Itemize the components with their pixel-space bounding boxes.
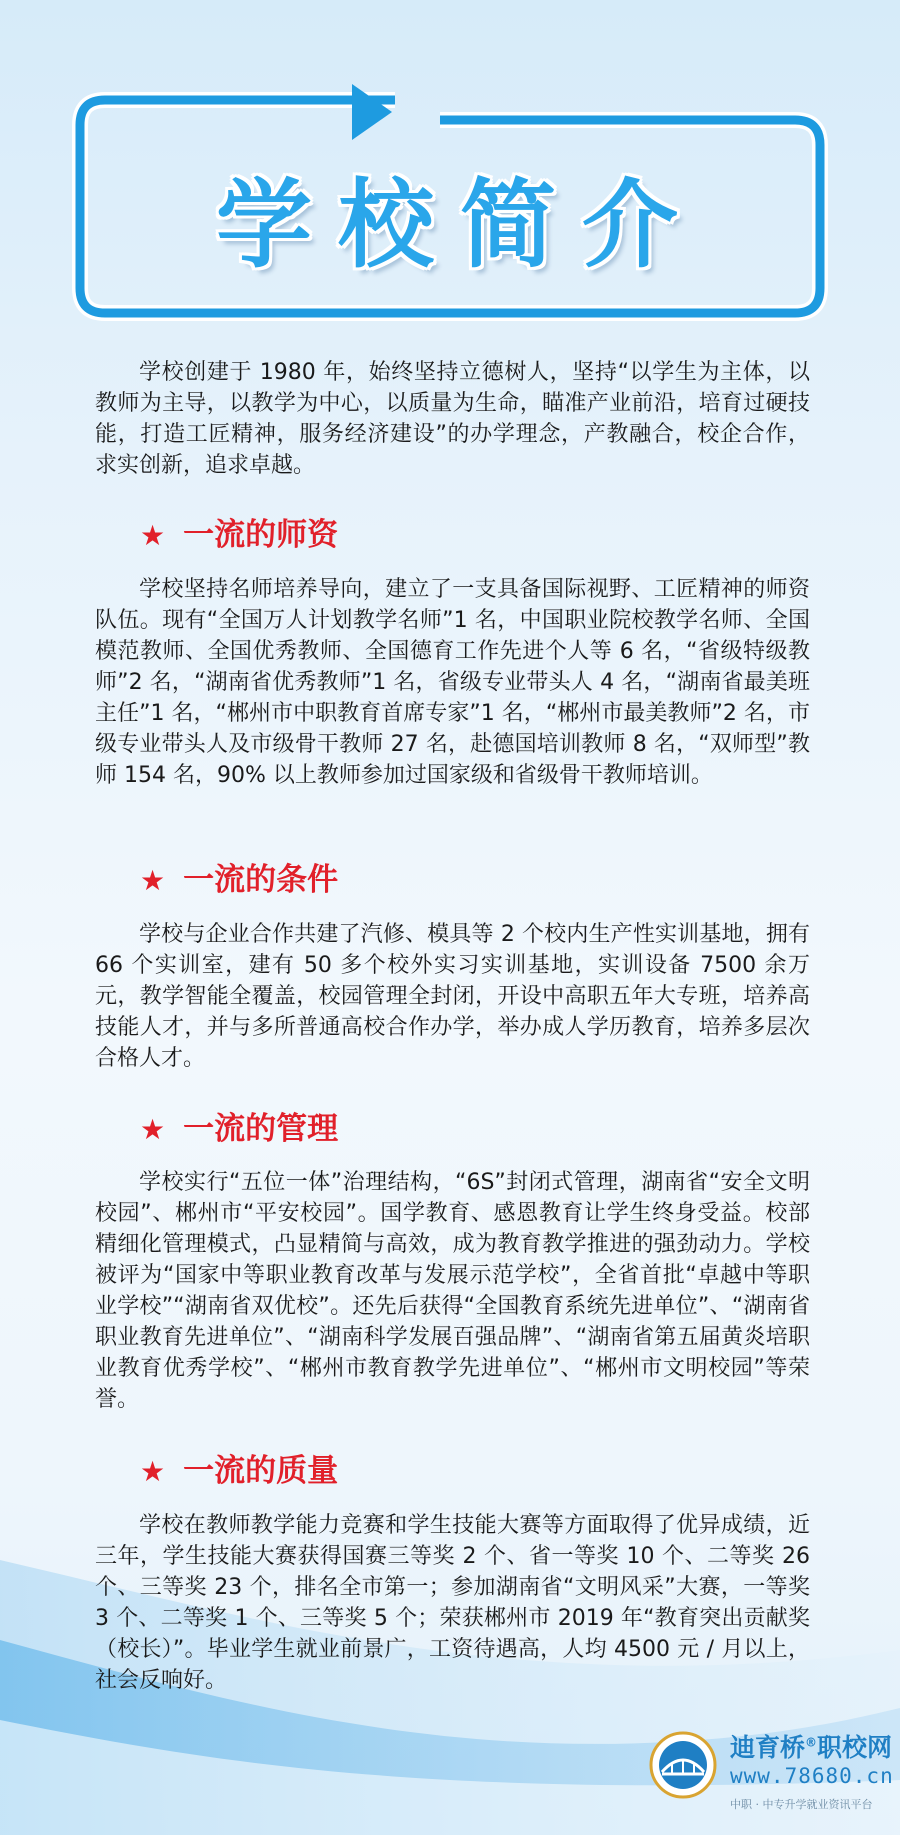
section-body-management: 学校实行“五位一体”治理结构，“6S”封闭式管理，湖南省“安全文明校园”、郴州市“平安校园”。国学教育、感恩教育让学生终身受益。校部精细化管理模式，凸显精简与高效，成为教育教学推进的强劲动力。学校被评为“国家中等职业教育改革与发展示范学校”，全省首批“卓越中等职业学校”“湖南省双优校”。还先后获得“全国教育系统先进单位”、“湖南省职业教育先进单位”、“湖南科学发展百强品牌”、“湖南省第五届黄炎培职业教育优秀学校”、“郴州市教育教学先进单位”、“郴州市文明校园”等荣誉。 (95, 1170, 810, 1412)
watermark-logo (648, 1722, 893, 1827)
star-icon: ★ (140, 519, 166, 552)
section-body-quality: 学校在教师教学能力竞赛和学生技能大赛等方面取得了优异成绩，近三年，学生技能大赛获得国赛三等奖 2 个、省一等奖 10 个、二等奖 26 个、三等奖 23 个，排名全市第一；参加湖南省“文明风采”大赛，一等奖 3 个、二等奖 1 个、三等奖 5 个；荣获郴州市 2019 年“教育突出贡献奖（校长）”。毕业学生就业前景广，工资待遇高，人均 4500 元 / 月以上，社会反响好。 (95, 1513, 810, 1693)
logo-url: www.78680.cn (730, 1764, 894, 1788)
heading-text: 一流的师资 (183, 517, 339, 553)
star-icon: ★ (140, 864, 166, 897)
heading-text: 一流的条件 (183, 862, 339, 898)
star-icon: ★ (140, 1455, 166, 1488)
section-heading-facilities (140, 858, 338, 902)
page-title: 学校简介 (216, 169, 704, 281)
logo-tagline: 中职 · 中专升学就业资讯平台 (730, 1798, 873, 1811)
section-heading-quality (140, 1449, 338, 1493)
heading-text: 一流的质量 (183, 1453, 339, 1489)
section-heading-management (140, 1107, 338, 1151)
section-body-facilities: 学校与企业合作共建了汽修、模具等 2 个校内生产性实训基地，拥有 66 个实训室，建有 50 多个校外实习实训基地，实训设备 7500 余万元，教学智能全覆盖，校园管理全封闭，开设中高职五年大专班，培养高技能人才，并与多所普通高校合作办学，举办成人学历教育，培养多层次合格人才。 (95, 922, 810, 1071)
section-body-faculty: 学校坚持名师培养导向，建立了一支具备国际视野、工匠精神的师资队伍。现有“全国万人计划教学名师”1 名，中国职业院校教学名师、全国模范教师、全国优秀教师、全国德育工作先进个人等 6 名，“省级特级教师”2 名，“湖南省优秀教师”1 名，省级专业带头人 4 名，“湖南省最美班主任”1 名，“郴州市中职教育首席专家”1 名，“郴州市最美教师”2 名，市级专业带头人及市级骨干教师 27 名，赴德国培训教师 8 名，“双师型”教师 154 名，90% 以上教师参加过国家级和省级骨干教师培训。 (95, 577, 810, 788)
heading-text: 一流的管理 (183, 1111, 339, 1147)
star-icon: ★ (140, 1113, 166, 1146)
intro-paragraph: 学校创建于 1980 年，始终坚持立德树人，坚持“以学生为主体，以教师为主导，以教学为中心，以质量为生命，瞄准产业前沿，培育过硬技能，打造工匠精神，服务经济建设”的办学理念，产教融合，校企合作，求实创新，追求卓越。 (95, 360, 810, 478)
section-heading-faculty (140, 513, 338, 557)
logo-name: 迪育桥®职校网 (730, 1733, 893, 1762)
bridge-emblem-icon (648, 1730, 718, 1800)
